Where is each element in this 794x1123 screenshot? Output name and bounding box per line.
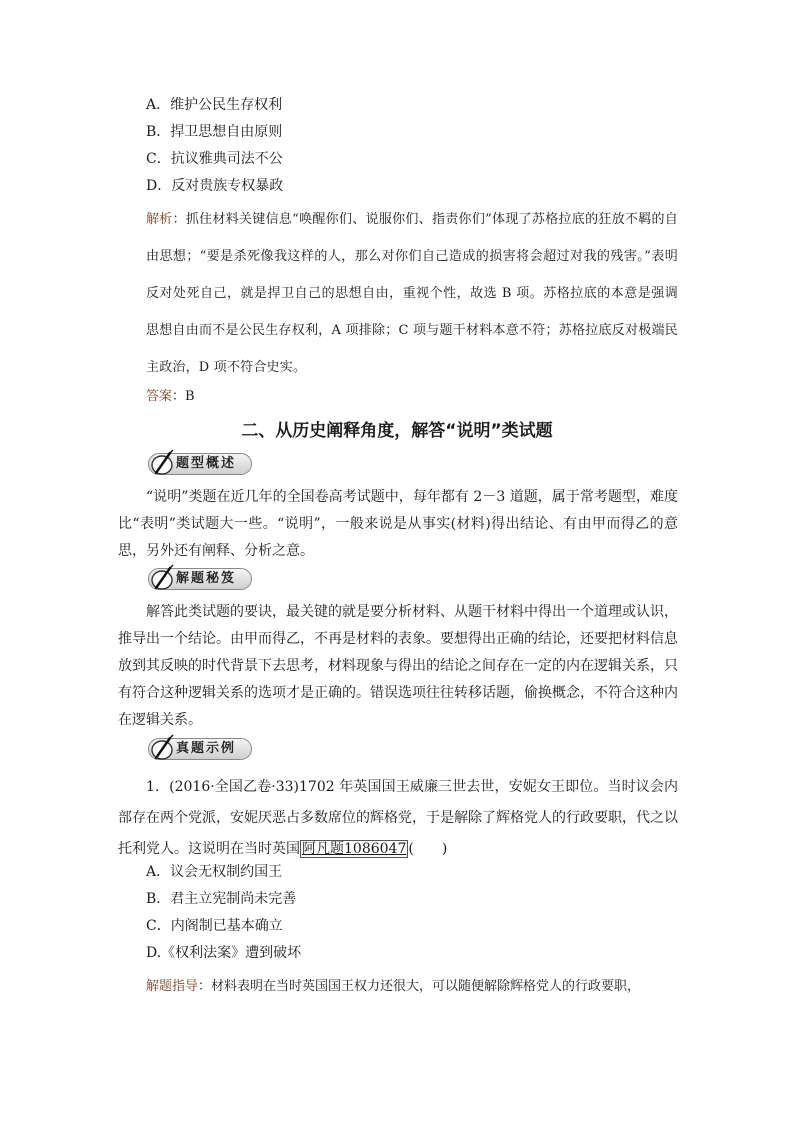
- answer-value: ：B: [172, 389, 195, 404]
- pen-icon: [150, 449, 176, 477]
- section-title: 二、从历史阐释角度，解答“说明”类试题: [241, 421, 553, 441]
- option-c: C．抗议雅典司法不公: [146, 151, 283, 167]
- q1-option-a: A．议会无权制约国王: [146, 864, 283, 880]
- tips-paragraph: 解答此类试题的要诀，最关键的就是要分析材料、从题干材料中得出一个道理或认识，推导出一个结论。由甲而得乙，不再是材料的表象。要想得出正确的结论，还要把材料信息放到其反映的时代背景下去思考，材料现象与得出的结论之间存在一定的内在逻辑关系，只有符合这种逻辑关系的选项才是正确的。错误选项往往转移话题，偷换概念，不符合这种内在逻辑关系。: [118, 604, 678, 728]
- answer-line: [146, 388, 195, 406]
- badge-example: [148, 738, 252, 760]
- question-1-stem: 1．(2016·全国乙卷·33)1702 年英国国王威廉三世去世，安妮女王即位。当时议会内部存在两个党派，安妮厌恶占多数席位的辉格党，于是解除了辉格党人的行政要职，代之以托利党人。这说明在当时英国 阿凡题1086047 ( ): [118, 779, 678, 857]
- question-id-link[interactable]: 阿凡题1086047: [302, 841, 407, 857]
- q1-option-c: C．内阁制已基本确立: [146, 918, 283, 934]
- hint-text: ：材料表明在当时英国国王权力还很大，可以随便解除辉格党人的行政要职，: [198, 979, 641, 994]
- hint-label: 解题指导: [146, 979, 199, 994]
- hint-line: [146, 977, 678, 997]
- option-d: D．反对贵族专权暴政: [146, 178, 284, 194]
- q1-option-b: B．君主立宪制尚未完善: [146, 891, 297, 907]
- pen-icon: [150, 564, 176, 592]
- badge-tips-label: 解题秘笈: [176, 571, 237, 586]
- option-b: B．捍卫思想自由原则: [146, 124, 283, 140]
- badge-overview-label: 题型概述: [176, 456, 237, 471]
- badge-tips: [148, 568, 252, 590]
- overview-paragraph: “说明”类题在近几年的全国卷高考试题中，每年都有 2－3 道题，属于常考题型，难度比“表明”类试题大一些。“说明”，一般来说是从事实(材料)得出结论、有由甲而得乙的意思，另外还有阐释、分析之意。: [118, 489, 678, 559]
- q1-option-d: D.《权利法案》遭到破坏: [146, 945, 302, 961]
- badge-overview: [148, 453, 252, 475]
- answer-label: 答案: [146, 389, 173, 404]
- pen-icon: [150, 734, 176, 762]
- analysis-text: ：抓住材料关键信息“唤醒你们、说服你们、指责你们”体现了苏格拉底的狂放不羁的自由思想；“要是杀死像我这样的人，那么对你们自己造成的损害将会超过对我的残害。”表明反对处死自己，就是捍卫自己的思想自由，重视个性，故选 B 项。苏格拉底的本意是强调思想自由而不是公民生存权利，A 项排除；C 项与题干材料本意不符；苏格拉底反对极端民主政治，D 项不符合史实。: [146, 212, 678, 375]
- option-a: A．维护公民生存权利: [146, 97, 283, 113]
- badge-example-label: 真题示例: [176, 741, 237, 756]
- analysis-label: 解析: [146, 212, 173, 227]
- analysis-paragraph: [146, 201, 678, 386]
